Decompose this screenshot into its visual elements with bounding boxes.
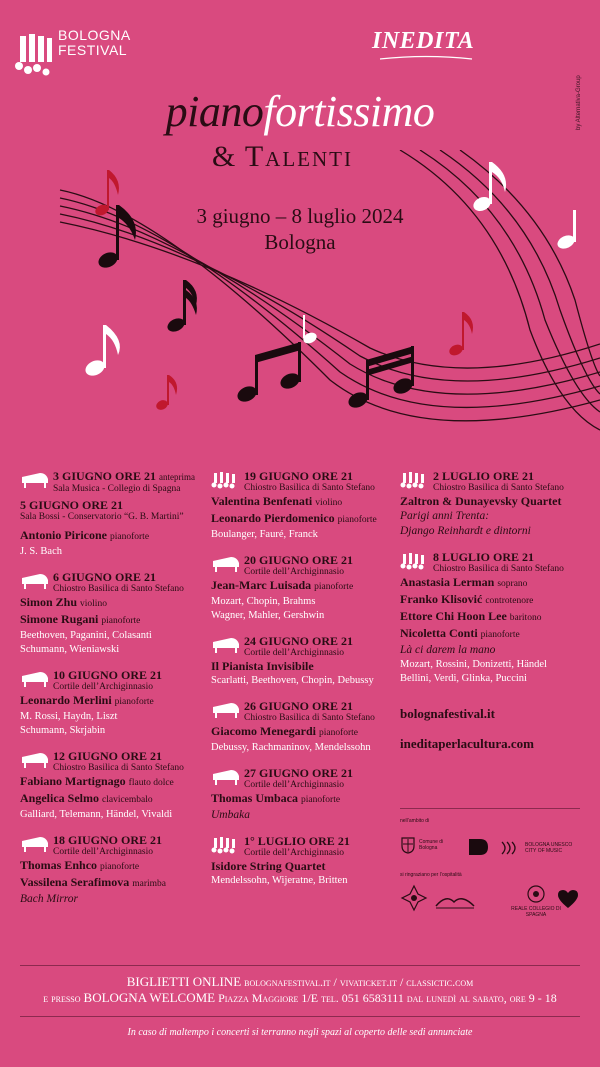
event-26-giugno <box>211 700 401 755</box>
event-10-giugno <box>20 669 210 738</box>
inedita-flourish-icon <box>378 54 474 64</box>
crest-icon <box>526 884 546 904</box>
event-venue: Sala Bossi - Conservatorio “G. B. Martini” <box>20 512 184 522</box>
sponsor-label-2: si ringraziano per l’ospitalità <box>400 872 462 878</box>
repertoire: Mendelssohn, Wijeratne, Britten <box>211 875 348 886</box>
performer-role: baritono <box>509 613 542 623</box>
performer-name: Leonardo Merlini <box>20 693 112 707</box>
festival-notes-icon <box>14 32 54 76</box>
program-column-1 <box>20 470 210 919</box>
performer-role: pianoforte <box>114 697 154 707</box>
footer-divider-top <box>20 965 580 966</box>
repertoire: Wagner, Mahler, Gershwin <box>211 610 325 621</box>
program-title: Là ci darem la mano <box>400 644 496 656</box>
festival-logo-line2: FESTIVAL <box>58 42 128 58</box>
tickets-online-label: BIGLIETTI ONLINE <box>126 974 242 989</box>
event-when: 5 GIUGNO ORE 21 <box>20 498 124 512</box>
performer-role: pianoforte <box>100 862 140 872</box>
piano-icon <box>20 751 50 769</box>
event-when: 20 GIUGNO ORE 21 <box>244 553 354 567</box>
performer-role: violino <box>80 599 107 609</box>
performer-role: pianoforte <box>314 582 354 592</box>
link-bolognafestival[interactable]: bolognafestival.it <box>400 706 495 721</box>
event-24-giugno <box>211 635 401 688</box>
repertoire: Scarlatti, Beethoven, Chopin, Debussy <box>211 675 374 686</box>
sponsor-label-1: nell’ambito di <box>400 818 430 824</box>
credit-text: by Alternativa-Group <box>576 75 582 130</box>
music-waves-icon <box>500 838 522 858</box>
event-venue: Cortile dell’Archiginnasio <box>244 848 344 858</box>
performer-name: Leonardo Pierdomenico <box>211 511 335 525</box>
tickets-presso: e presso <box>43 991 81 1005</box>
program-title: Django Reinhardt e dintorni <box>400 525 531 537</box>
subtitle-talenti: Talenti <box>244 140 353 173</box>
title-fortissimo: fortissimo <box>263 87 435 136</box>
event-when: 26 GIUGNO ORE 21 <box>244 699 354 713</box>
event-12-giugno <box>20 750 210 822</box>
program-column-2 <box>211 470 401 900</box>
tickets-websites[interactable]: bolognafestival.it / vivaticket.it / classictic.com <box>244 975 474 989</box>
event-venue: Chiostro Basilica di Santo Stefano <box>244 713 375 723</box>
event-venue: Cortile dell’Archiginnasio <box>53 847 153 857</box>
weather-note: In caso di maltempo i concerti si terranno negli spazi al coperto delle sedi annunciate <box>127 1027 473 1038</box>
event-when: 2 LUGLIO ORE 21 <box>433 469 535 483</box>
basilica-cross-icon <box>400 884 428 912</box>
repertoire: Mozart, Chopin, Brahms <box>211 596 316 607</box>
event-venue: Chiostro Basilica di Santo Stefano <box>53 584 184 594</box>
comune-text: Comune di Bologna <box>419 839 444 851</box>
link-inedita[interactable]: ineditaperlacultura.com <box>400 736 534 751</box>
event-1-luglio <box>211 835 401 888</box>
subtitle-ampersand: & <box>212 140 237 173</box>
event-3-giugno <box>20 470 210 495</box>
performer-role: pianoforte <box>110 532 150 542</box>
program-title: Umbaka <box>211 809 250 821</box>
city: Bologna <box>264 230 336 254</box>
performer-name: Giacomo Menegardi <box>211 724 316 738</box>
performer-name: Isidore String Quartet <box>211 859 326 873</box>
music-staff-graphic <box>0 150 600 450</box>
inedita-logo: INEDITA <box>372 28 475 54</box>
event-venue: Chiostro Basilica di Santo Stefano <box>433 483 564 493</box>
event-dates <box>0 203 600 255</box>
event-when: 1° LUGLIO ORE 21 <box>244 834 350 848</box>
performer-name: Simone Rugani <box>20 612 99 626</box>
sponsors-divider <box>400 808 580 809</box>
title-piano: piano <box>165 87 264 136</box>
performer-role: flauto dolce <box>128 778 174 788</box>
tickets-info <box>0 974 600 1006</box>
performer-name: Anastasia Lerman <box>400 575 495 589</box>
repertoire: Debussy, Rachmaninov, Mendelssohn <box>211 742 371 753</box>
performer-name: Thomas Enhco <box>20 858 98 872</box>
comune-bologna-logo <box>400 836 460 854</box>
event-venue: Cortile dell’Archiginnasio <box>53 682 153 692</box>
event-6-giugno <box>20 571 210 657</box>
event-20-giugno <box>211 554 401 623</box>
event-19-giugno <box>211 470 401 542</box>
event-27-giugno <box>211 767 401 823</box>
program-title: Parigi anni Trenta: <box>400 510 490 522</box>
event-2-luglio <box>400 470 590 539</box>
archiginnasio-logo-icon <box>434 892 476 910</box>
event-subtitle <box>212 140 353 174</box>
event-when: 6 GIUGNO ORE 21 <box>53 570 157 584</box>
repertoire: Schumann, Wieniawski <box>20 644 120 655</box>
performer-name: Antonio Piricone <box>20 528 107 542</box>
repertoire: Mozart, Rossini, Donizetti, Händel <box>400 659 547 670</box>
performer-role: controtenore <box>485 596 534 606</box>
repertoire: Bellini, Verdi, Glinka, Puccini <box>400 673 527 684</box>
performer-name: Simon Zhu <box>20 595 78 609</box>
performer-role: soprano <box>497 579 528 589</box>
performer-role: clavicembalo <box>102 795 153 805</box>
event-venue: Chiostro Basilica di Santo Stefano <box>244 483 375 493</box>
bologna-welcome: BOLOGNA WELCOME <box>83 990 216 1005</box>
performer-name: Jean-Marc Luisada <box>211 578 312 592</box>
event-when: 18 GIUGNO ORE 21 <box>53 833 163 847</box>
piano-icon <box>20 835 50 853</box>
event-when: 19 GIUGNO ORE 21 <box>244 469 354 483</box>
piano-icon <box>211 636 241 654</box>
event-venue: Cortile dell’Archiginnasio <box>244 567 344 577</box>
strings-icon <box>211 471 241 489</box>
performer-name: Ettore Chi Hoon Lee <box>400 609 507 623</box>
festival-logo-line1: BOLOGNA <box>58 27 131 43</box>
event-when: 8 LUGLIO ORE 21 <box>433 550 535 564</box>
event-venue: Chiostro Basilica di Santo Stefano <box>53 763 184 773</box>
event-venue: Sala Musica - Collegio di Spagna <box>53 484 181 494</box>
performer-role: pianoforte <box>318 728 359 738</box>
performer-role: violino <box>315 498 343 508</box>
strings-icon <box>400 471 430 489</box>
event-5-giugno <box>20 499 210 559</box>
unesco-city-logo <box>500 838 580 858</box>
piano-icon <box>211 555 241 573</box>
repertoire: J. S. Bach <box>20 546 62 557</box>
performer-name: Angelica Selmo <box>20 791 99 805</box>
performer-name: Franko Klisović <box>400 592 483 606</box>
event-when: 27 GIUGNO ORE 21 <box>244 766 354 780</box>
event-when: 3 GIUGNO ORE 21 <box>53 469 157 483</box>
repertoire: Boulanger, Fauré, Franck <box>211 529 318 540</box>
coat-of-arms-icon <box>400 836 416 854</box>
piano-icon <box>20 670 50 688</box>
performer-name: Zaltron & Dunayevsky Quartet <box>400 494 562 508</box>
event-18-giugno <box>20 834 210 907</box>
bologna-festival-mini-logo <box>466 836 492 858</box>
repertoire: M. Rossi, Haydn, Liszt <box>20 711 118 722</box>
program-column-3 <box>400 470 590 752</box>
piano-icon <box>211 701 241 719</box>
performer-name: Vassilena Serafimova <box>20 875 130 889</box>
strings-icon <box>211 836 241 854</box>
unesco-text: BOLOGNA UNESCO CITY OF MUSIC <box>525 842 573 854</box>
piano-icon <box>20 572 50 590</box>
heart-logo-icon <box>556 888 580 910</box>
performer-name: Il Pianista Invisibile <box>211 659 314 673</box>
strings-icon <box>400 552 430 570</box>
performer-role: pianoforte <box>301 795 341 805</box>
performer-name: Nicoletta Conti <box>400 626 478 640</box>
piano-icon <box>20 471 50 489</box>
performer-name: Fabiano Martignago <box>20 774 126 788</box>
event-venue: Chiostro Basilica di Santo Stefano <box>433 564 564 574</box>
event-venue: Cortile dell’Archiginnasio <box>244 648 344 658</box>
footer-divider-bottom <box>20 1016 580 1017</box>
event-when: 12 GIUGNO ORE 21 <box>53 749 163 763</box>
performer-role: pianoforte <box>337 515 377 525</box>
event-title <box>0 86 600 137</box>
piano-icon <box>211 768 241 786</box>
performer-name: Valentina Benfenati <box>211 494 313 508</box>
date-range: 3 giugno – 8 luglio 2024 <box>196 204 404 228</box>
event-when: 24 GIUGNO ORE 21 <box>244 634 354 648</box>
repertoire: Beethoven, Paganini, Colasanti <box>20 630 152 641</box>
performer-role: pianoforte <box>101 616 141 626</box>
collegio-text: REALE COLLEGIO DI SPAGNA <box>511 906 561 918</box>
repertoire: Schumann, Skrjabin <box>20 725 106 736</box>
repertoire: Galliard, Telemann, Händel, Vivaldi <box>20 809 173 820</box>
bologna-welcome-details: Piazza Maggiore 1/E tel. 051 6583111 dal lunedì al sabato, ore 9 - 18 <box>218 991 557 1005</box>
performer-role: marimba <box>132 879 166 889</box>
event-venue: Cortile dell’Archiginnasio <box>244 780 344 790</box>
performer-name: Thomas Umbaca <box>211 791 299 805</box>
program-title: Bach Mirror <box>20 893 79 905</box>
performer-role: pianoforte <box>480 630 520 640</box>
event-when: 10 GIUGNO ORE 21 <box>53 668 163 682</box>
event-8-luglio <box>400 551 590 686</box>
bologna-festival-logo <box>14 28 154 80</box>
event-tag: anteprima <box>159 472 195 482</box>
